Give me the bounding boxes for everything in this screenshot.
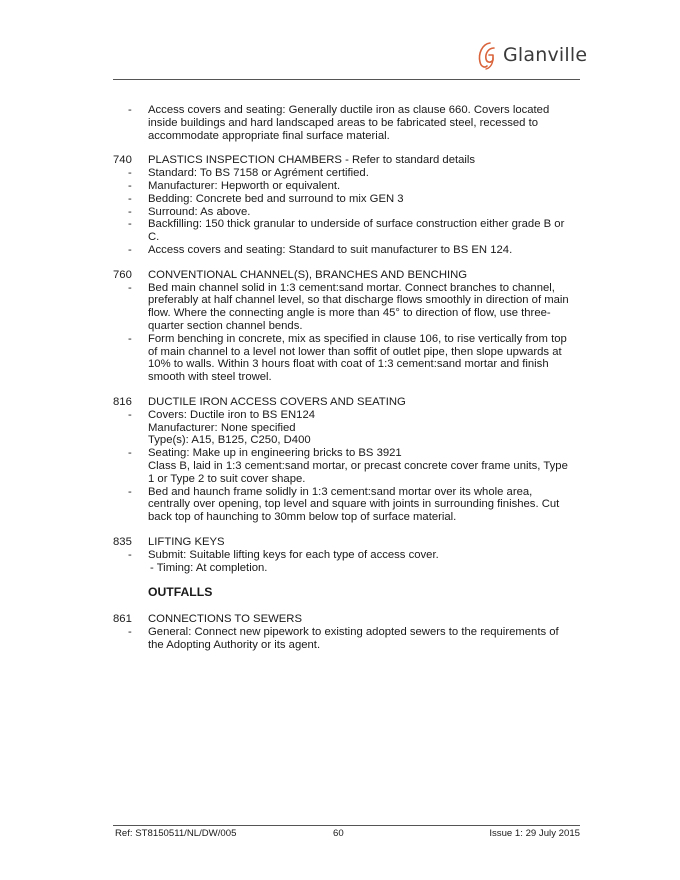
list-item — [113, 180, 583, 193]
list-item — [113, 626, 583, 652]
bullet-dash: - — [128, 485, 132, 498]
item-line: 10% to walls. Within 3 hours float with coat of 1:3 cement:sand mortar and finish — [148, 358, 549, 371]
item-line: Backfilling: 150 thick granular to underside of surface construction either grade B or — [148, 218, 565, 231]
bullet-dash: - — [128, 179, 132, 192]
company-logo — [474, 38, 587, 72]
document-body — [113, 104, 583, 663]
bullet-dash: - — [128, 548, 132, 561]
bullet-dash: - — [128, 625, 132, 638]
list-item — [113, 409, 583, 447]
list-item — [113, 104, 583, 142]
clause-number: 740 — [113, 154, 132, 167]
item-line: Manufacturer: Hepworth or equivalent. — [148, 179, 341, 192]
clause-number: 835 — [113, 535, 132, 548]
item-line: of main channel to a level not lower than soffit of outlet pipe, then slope upwards at — [148, 345, 562, 358]
item-line: Bed main channel solid in 1:3 cement:sand mortar. Connect branches to channel, — [148, 281, 555, 294]
clause-title: CONVENTIONAL CHANNEL(S), BRANCHES AND BENCHING — [148, 268, 468, 281]
clause-number: 861 — [113, 613, 132, 626]
item-line: flow. Where the connecting angle is more than 45° to direction of flow, use three- — [148, 307, 551, 320]
item-line: Type(s): A15, B125, C250, D400 — [148, 434, 311, 447]
bullet-dash: - — [128, 205, 132, 218]
issue-date: Issue 1: 29 July 2015 — [489, 828, 580, 839]
list-item — [113, 193, 583, 206]
list-item — [113, 549, 583, 575]
clause-title: DUCTILE IRON ACCESS COVERS AND SEATING — [148, 395, 406, 408]
item-line: General: Connect new pipework to existing adopted sewers to the requirements of — [148, 625, 559, 638]
bullet-dash: - — [128, 167, 132, 180]
item-line: Standard: To BS 7158 or Agrément certified. — [148, 167, 369, 180]
clause-835 — [113, 536, 583, 574]
list-item — [113, 244, 583, 257]
list-item — [113, 218, 583, 244]
list-item — [113, 282, 583, 333]
bullet-dash: - — [128, 243, 132, 256]
item-line: smooth with steel trowel. — [148, 371, 272, 384]
clause-number: 816 — [113, 395, 132, 408]
item-line: the Adopting Authority or its agent. — [148, 638, 321, 651]
item-line: Manufacturer: None specified — [148, 421, 296, 434]
item-line: Access covers and seating: Generally ductile iron as clause 660. Covers located — [148, 104, 550, 116]
clause-816 — [113, 396, 583, 524]
item-line: accommodate appropriate final surface material. — [148, 129, 390, 142]
bullet-dash: - — [128, 218, 132, 231]
page-number: 60 — [333, 828, 344, 839]
bullet-dash: - — [128, 104, 132, 116]
logo-text: Glanville — [503, 44, 588, 66]
list-item — [113, 167, 583, 180]
item-line: inside buildings and hard landscaped areas to be fabricated steel, recessed to — [148, 116, 538, 129]
list-item — [113, 206, 583, 219]
bullet-dash: - — [128, 332, 132, 345]
item-line: preferably at half channel level, so that discharge flows smoothly in direction of main — [148, 294, 569, 307]
footer-divider — [113, 825, 580, 826]
glanville-logo-icon — [474, 40, 500, 70]
header-divider — [113, 79, 580, 80]
clause-861 — [113, 613, 583, 651]
item-line: back top of haunching to 30mm below top of surface material. — [148, 511, 457, 524]
bullet-dash: - — [128, 408, 132, 421]
clause-title: LIFTING KEYS — [148, 535, 225, 548]
item-line: Submit: Suitable lifting keys for each type of access cover. — [148, 548, 439, 561]
item-line: quarter section channel bends. — [148, 319, 303, 332]
list-item — [113, 486, 583, 524]
clause-760 — [113, 269, 583, 384]
clause-740 — [113, 154, 583, 256]
item-line: Surround: As above. — [148, 205, 251, 218]
item-line: centrally over opening, top level and square with joints in surrounding finishes. Cut — [148, 498, 560, 511]
bullet-dash: - — [128, 447, 132, 460]
intro-item — [113, 104, 583, 142]
item-line: Seating: Make up in engineering bricks to BS 3921 — [148, 447, 402, 460]
item-line: Bed and haunch frame solidly in 1:3 cement:sand mortar over its whole area, — [148, 485, 533, 498]
document-reference: Ref: ST8150511/NL/DW/005 — [115, 828, 237, 839]
item-line: Covers: Ductile iron to BS EN124 — [148, 408, 316, 421]
bullet-dash: - — [128, 192, 132, 205]
item-line: 1 or Type 2 to suit cover shape. — [148, 472, 306, 485]
list-item — [113, 333, 583, 384]
list-item — [113, 447, 583, 485]
item-line: Form benching in concrete, mix as specified in clause 106, to rise vertically from top — [148, 332, 567, 345]
item-line: Bedding: Concrete bed and surround to mix GEN 3 — [148, 192, 404, 205]
clause-title: PLASTICS INSPECTION CHAMBERS - Refer to standard details — [148, 154, 476, 167]
bullet-dash: - — [128, 281, 132, 294]
item-line: C. — [148, 231, 160, 244]
clause-number: 760 — [113, 268, 132, 281]
item-line: Class B, laid in 1:3 cement:sand mortar, or precast concrete cover frame units, Type — [148, 459, 568, 472]
clause-title: CONNECTIONS TO SEWERS — [148, 613, 302, 626]
item-line: - Timing: At completion. — [150, 561, 268, 574]
section-heading: OUTFALLS — [148, 585, 213, 600]
item-line: Access covers and seating: Standard to suit manufacturer to BS EN 124. — [148, 243, 513, 256]
